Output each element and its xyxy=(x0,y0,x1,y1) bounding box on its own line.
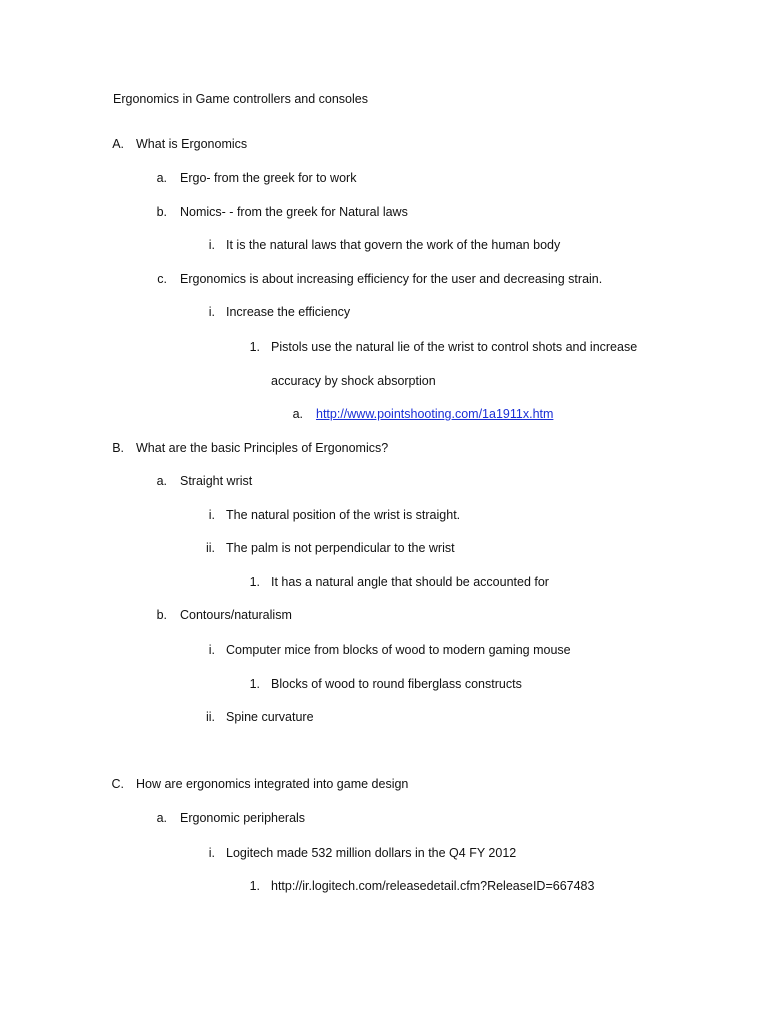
outline-marker: C. xyxy=(111,777,124,791)
outline-marker: b. xyxy=(156,608,167,622)
outline-text: How are ergonomics integrated into game design xyxy=(136,777,409,791)
outline-text: Nomics- - from the greek for Natural laws xyxy=(180,205,408,219)
outline-marker: 1. xyxy=(249,340,260,354)
outline-marker: 1. xyxy=(249,677,260,691)
outline-text: Logitech made 532 million dollars in the Q4 FY 2012 xyxy=(226,846,517,860)
outline-marker: b. xyxy=(156,205,167,219)
outline-text: It is the natural laws that govern the work of the human body xyxy=(226,238,561,252)
outline-marker: i. xyxy=(208,846,215,860)
outline-marker: i. xyxy=(208,238,215,252)
document-title: Ergonomics in Game controllers and consoles xyxy=(113,92,368,106)
outline-marker: a. xyxy=(156,171,167,185)
outline-text: Ergo- from the greek for to work xyxy=(180,171,357,185)
outline-text: What is Ergonomics xyxy=(136,137,248,151)
outline-marker: B. xyxy=(112,441,124,455)
outline-marker: i. xyxy=(208,643,215,657)
outline-marker: a. xyxy=(292,407,303,421)
outline-marker: 1. xyxy=(249,879,260,893)
outline-marker: c. xyxy=(157,272,167,286)
outline-text: The palm is not perpendicular to the wrist xyxy=(226,541,455,555)
outline-text: Blocks of wood to round fiberglass constructs xyxy=(271,677,522,691)
outline-text: Ergonomic peripherals xyxy=(180,811,306,825)
outline-text: Ergonomics is about increasing efficiency for the user and decreasing strain. xyxy=(180,272,603,286)
outline-marker: ii. xyxy=(205,710,215,724)
outline-text: Contours/naturalism xyxy=(180,608,292,622)
outline-text: http://ir.logitech.com/releasedetail.cfm?ReleaseID=667483 xyxy=(271,879,595,893)
outline-marker: a. xyxy=(156,474,167,488)
outline-text: Computer mice from blocks of wood to modern gaming mouse xyxy=(226,643,571,657)
outline-marker: ii. xyxy=(205,541,215,555)
outline-text: Spine curvature xyxy=(226,710,314,724)
outline-link[interactable]: http://www.pointshooting.com/1a1911x.htm xyxy=(316,407,554,421)
outline-marker: i. xyxy=(208,508,215,522)
outline-text: What are the basic Principles of Ergonomics? xyxy=(136,441,389,455)
outline-marker: A. xyxy=(112,137,124,151)
outline-text: Increase the efficiency xyxy=(226,305,351,319)
outline-text: accuracy by shock absorption xyxy=(271,374,436,388)
outline-marker: a. xyxy=(156,811,167,825)
outline-text: The natural position of the wrist is straight. xyxy=(226,508,461,522)
outline-marker: 1. xyxy=(249,575,260,589)
outline-marker: i. xyxy=(208,305,215,319)
outline-text: It has a natural angle that should be accounted for xyxy=(271,575,549,589)
outline-text: Straight wrist xyxy=(180,474,253,488)
outline-text: Pistols use the natural lie of the wrist to control shots and increase xyxy=(271,340,638,354)
